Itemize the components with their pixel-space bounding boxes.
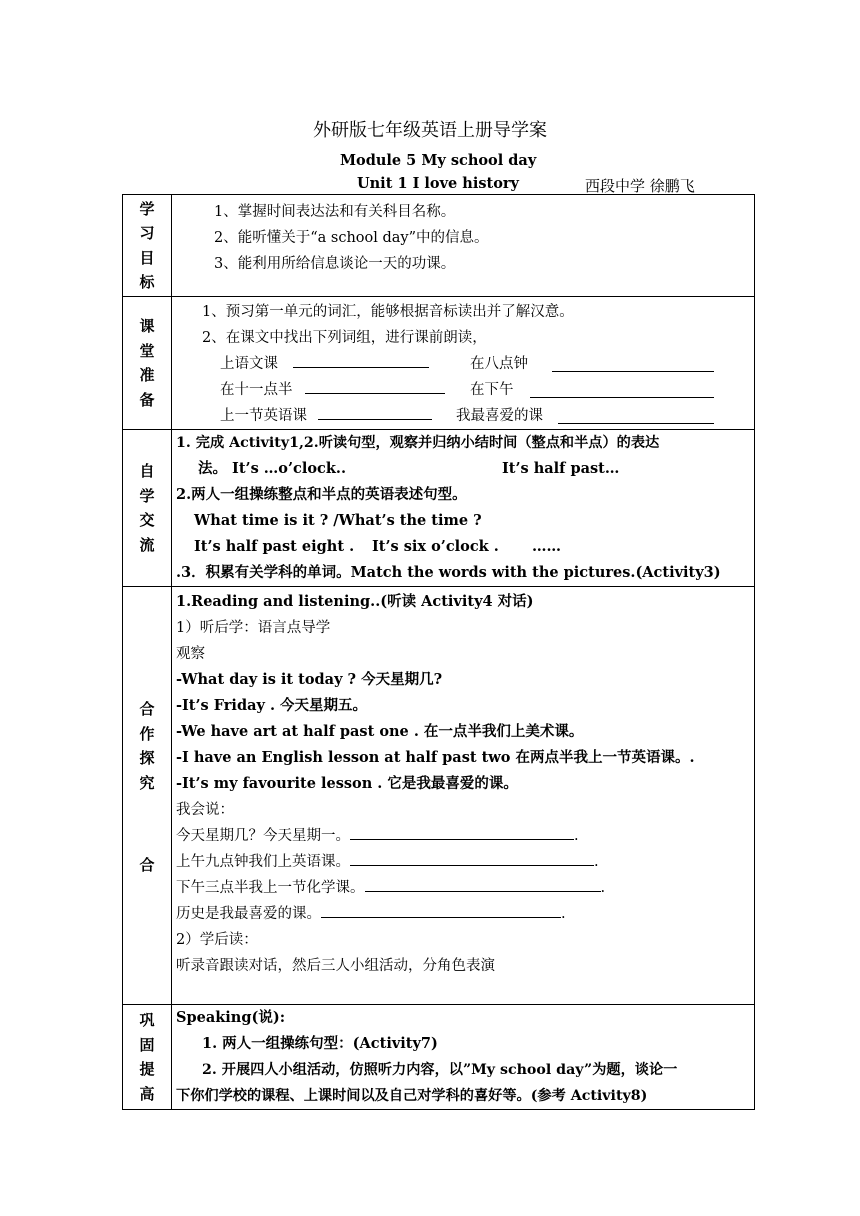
half-past-pattern: It’s half past… xyxy=(502,460,620,477)
consolidate-content xyxy=(172,1005,755,1110)
label-char: 备 xyxy=(139,390,155,409)
phrase-row-2 xyxy=(172,377,754,403)
label-char: 标 xyxy=(139,273,155,291)
goals-content xyxy=(172,195,755,297)
answer-blank[interactable] xyxy=(293,353,429,368)
label-char: 目 xyxy=(139,248,155,267)
label-char: 学 xyxy=(139,486,155,505)
school-author: 西段中学 徐鹏飞 xyxy=(585,177,695,195)
answer-blank[interactable] xyxy=(318,405,432,420)
coop-row xyxy=(123,587,755,1005)
coop-content xyxy=(172,587,755,1005)
phrase-row-1 xyxy=(172,351,754,377)
goal-3: 3、能利用所给信息谈论一天的功课。 xyxy=(214,256,456,272)
ellipsis: …… xyxy=(532,538,561,555)
phrase: 上一节英语课 xyxy=(220,408,307,424)
answer-blank[interactable] xyxy=(552,357,714,372)
unit-title: Unit 1 I love history xyxy=(357,175,519,192)
prep-line-1: 1、预习第一单元的词汇，能够根据音标读出并了解汉意。 xyxy=(202,304,574,320)
coop-line: 1）听后学：语言点导学 xyxy=(176,620,331,636)
module-title: Module 5 My school day xyxy=(340,152,537,169)
label-char: 固 xyxy=(139,1035,155,1054)
consolidate-line: 2. 开展四人小组活动，仿照听力内容，以”My school day”为题，谈论一 xyxy=(202,1062,678,1078)
phrase: 在八点钟 xyxy=(470,356,528,372)
prep-line-2: 2、在课文中找出下列词组，进行课前朗读， xyxy=(202,330,487,346)
label-char: 提 xyxy=(139,1060,155,1078)
label-char: 流 xyxy=(139,535,155,554)
coop-label-stack xyxy=(123,697,171,795)
page-title: 外研版七年级英语上册导学案 xyxy=(313,120,547,141)
prep-label xyxy=(123,297,172,430)
study-guide-table xyxy=(122,194,755,1110)
answer-blank[interactable] xyxy=(558,409,714,424)
self-line-1: 1. 完成 Activity1,2.听读句型，观察并归纳小结时间（整点和半点）的表达 xyxy=(176,435,660,451)
coop-line: 2）学后读： xyxy=(176,932,258,948)
self-study-content xyxy=(172,430,755,587)
consolidate-line: 下你们学校的课程、上课时间以及自己对学科的喜好等。(参考 Activity8) xyxy=(176,1088,648,1104)
phrase: 在下午 xyxy=(470,382,514,398)
label-char: 作 xyxy=(139,724,155,743)
answer-blank[interactable] xyxy=(305,379,445,394)
label-char: 堂 xyxy=(139,341,155,360)
consolidate-line: 1. 两人一组操练句型：(Activity7) xyxy=(202,1035,438,1052)
goal-1: 1、掌握时间表达法和有关科目名称。 xyxy=(214,204,456,220)
self-study-label xyxy=(123,430,172,587)
coop-line: -I have an English lesson at half past two 在两点半我上一节英语课。. xyxy=(176,749,695,766)
answer-blank[interactable] xyxy=(321,903,561,918)
coop-line: -We have art at half past one . 在一点半我们上美术课。 xyxy=(176,723,584,740)
answer-blank[interactable] xyxy=(530,383,714,398)
label-char: 究 xyxy=(139,773,155,792)
coop-label xyxy=(123,587,172,1005)
consolidate-label xyxy=(123,1005,172,1110)
label-char: 合 xyxy=(139,700,155,718)
oclock-pattern: 法。 It’s …o’clock.. xyxy=(198,460,346,477)
coop-line-blank: 今天星期几？今天星期一。 . xyxy=(176,823,750,849)
prompt: 下午三点半我上一节化学课。 xyxy=(176,880,365,896)
label-char: 自 xyxy=(139,462,155,480)
self-line-6: .3．积累有关学科的单词。Match the words with the pictures.(Activity3) xyxy=(176,564,721,581)
prompt: 今天星期几？今天星期一。 xyxy=(176,828,350,844)
coop-line: 听录音跟读对话，然后三人小组活动，分角色表演 xyxy=(176,958,495,974)
consolidate-row xyxy=(123,1005,755,1110)
example-sentence: It’s half past eight . xyxy=(194,538,355,555)
label-char: 课 xyxy=(139,317,155,335)
coop-line: -What day is it today ? 今天星期几? xyxy=(176,671,443,688)
label-char: 高 xyxy=(139,1084,155,1103)
coop-line-blank: 历史是我最喜爱的课。 . xyxy=(176,901,750,927)
phrase: 我最喜爱的课 xyxy=(456,408,543,424)
example-sentence: It’s six o’clock . xyxy=(372,538,499,555)
label-char: 学 xyxy=(139,199,155,218)
coop-line-blank: 上午九点钟我们上英语课。 . xyxy=(176,849,750,875)
answer-blank[interactable] xyxy=(365,877,601,892)
coop-line: -It’s Friday . 今天星期五。 xyxy=(176,697,368,714)
coop-line: 1.Reading and listening..(听读 Activity4 对话) xyxy=(176,593,534,610)
self-study-row xyxy=(123,430,755,587)
goal-2: 2、能听懂关于“a school day”中的信息。 xyxy=(214,230,489,246)
coop-line: 观察 xyxy=(176,646,205,662)
label-char: 探 xyxy=(139,749,155,767)
prep-row xyxy=(123,297,755,430)
label-char: 准 xyxy=(139,366,155,384)
coop-line: -It’s my favourite lesson . 它是我最喜爱的课。 xyxy=(176,775,518,792)
label-char: 交 xyxy=(139,511,155,529)
prompt: 历史是我最喜爱的课。 xyxy=(176,906,321,922)
label-char: 习 xyxy=(139,224,155,242)
label-char: 巩 xyxy=(139,1011,155,1029)
phrase-row-3 xyxy=(172,403,754,429)
phrase: 上语文课 xyxy=(220,356,278,372)
label-char: 合 xyxy=(139,856,155,874)
self-line-5 xyxy=(176,534,750,560)
self-line-3: 2.两人一组操练整点和半点的英语表述句型。 xyxy=(176,486,467,503)
coop-line: 我会说： xyxy=(176,802,234,818)
consolidate-line: Speaking(说): xyxy=(176,1009,286,1026)
goals-row xyxy=(123,195,755,297)
prep-content xyxy=(172,297,755,430)
answer-blank[interactable] xyxy=(350,851,594,866)
coop-line-blank: 下午三点半我上一节化学课。 . xyxy=(176,875,750,901)
self-line-2 xyxy=(176,456,750,482)
goals-label xyxy=(123,195,172,297)
prompt: 上午九点钟我们上英语课。 xyxy=(176,854,350,870)
phrase: 在十一点半 xyxy=(220,382,293,398)
self-line-4: What time is it ? /What’s the time ? xyxy=(194,512,482,529)
answer-blank[interactable] xyxy=(350,825,574,840)
